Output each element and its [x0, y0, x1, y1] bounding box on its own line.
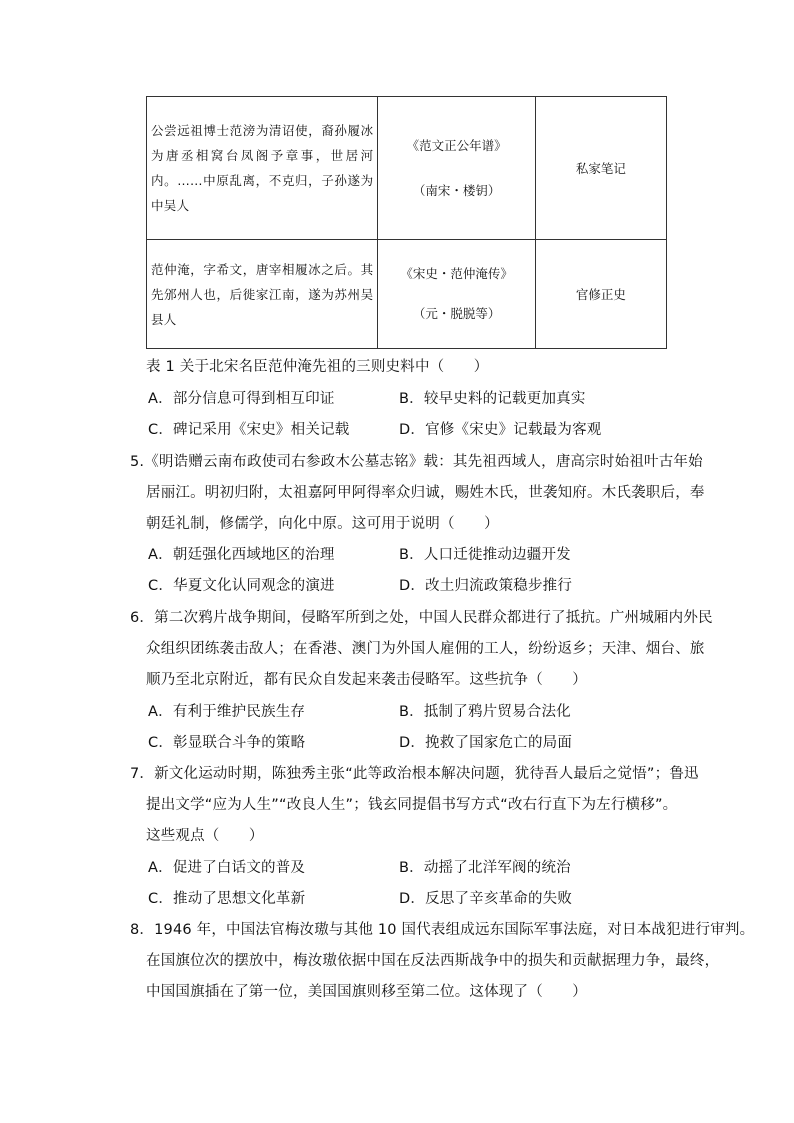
- table-cell-type: [535, 97, 666, 240]
- q4-option-c[interactable]: C．碑记采用《宋史》相关记载: [148, 422, 350, 438]
- q6-option-b[interactable]: B．抵制了鸦片贸易合法化: [399, 704, 571, 720]
- q7-text-line: 提出文学“应为人生”“改良人生”；钱玄同提倡书写方式“改右行直下为左行横移”。: [146, 797, 678, 813]
- source-title: 《范文正公年谱》: [406, 138, 507, 153]
- q7-option-c[interactable]: C．推动了思想文化革新: [148, 891, 306, 907]
- source-author: （元・脱脱等）: [412, 306, 501, 321]
- q6-text-line: 众组织团练袭击敌人；在香港、澳门为外国人雇佣的工人，纷纷返乡；天津、烟台、旅: [146, 641, 705, 657]
- q7-option-b[interactable]: B．动摇了北洋军阀的统治: [399, 860, 571, 876]
- q6-option-d[interactable]: D．挽救了国家危亡的局面: [399, 735, 573, 751]
- q5-text-line: 居丽江。明初归附，太祖嘉阿甲阿得率众归诚，赐姓木氏，世袭知府。木氏袭职后，奉: [146, 485, 705, 501]
- source-title: 《宋史・范仲淹传》: [400, 266, 513, 281]
- q8-text-line: 8．1946 年，中国法官梅汝璈与其他 10 国代表组成远东国际军事法庭，对日本战犯进行审判。: [130, 922, 755, 938]
- table-row: [147, 97, 667, 240]
- source-table: [146, 96, 667, 349]
- q7-text-line: 这些观点（ ）: [146, 828, 264, 844]
- table-cell-source: [378, 240, 535, 349]
- q7-option-d[interactable]: D．反思了辛亥革命的失败: [399, 891, 573, 907]
- q7-text-line: 7．新文化运动时期，陈独秀主张“此等政治根本解决问题，犹待吾人最后之觉悟”；鲁迅: [130, 766, 699, 782]
- q5-option-c[interactable]: C．华夏文化认同观念的演进: [148, 578, 335, 594]
- q7-option-a[interactable]: A．促进了白话文的普及: [148, 860, 306, 876]
- q5-option-d[interactable]: D．改土归流政策稳步推行: [399, 578, 573, 594]
- q5-option-b[interactable]: B．人口迁徙推动边疆开发: [399, 547, 571, 563]
- source-type: 私家笔记: [575, 160, 626, 176]
- source-author: （南宋・楼钥）: [412, 183, 501, 198]
- q6-option-c[interactable]: C．彰显联合斗争的策略: [148, 735, 306, 751]
- table-caption: 表 1 关于北宋名臣范仲淹先祖的三则史料中（ ）: [146, 359, 489, 375]
- q6-option-a[interactable]: A．有利于维护民族生存: [148, 704, 306, 720]
- q6-text-line: 6．第二次鸦片战争期间，侵略军所到之处，中国人民群众都进行了抵抗。广州城厢内外民: [130, 610, 713, 626]
- q8-text-line: 在国旗位次的摆放中，梅汝璈依据中国在反法西斯战争中的损失和贡献据理力争，最终，: [146, 953, 720, 969]
- q6-text-line: 顺乃至北京附近，都有民众自发起来袭击侵略军。这些抗争（ ）: [146, 672, 587, 688]
- table-cell-content: [147, 240, 378, 349]
- table-cell-source: [378, 97, 535, 240]
- q4-option-d[interactable]: D．官修《宋史》记载最为客观: [399, 422, 602, 438]
- q4-option-a[interactable]: A．部分信息可得到相互印证: [148, 391, 335, 407]
- q5-option-a[interactable]: A．朝廷强化西域地区的治理: [148, 547, 335, 563]
- table-row: [147, 240, 667, 349]
- table-cell-content: [147, 97, 378, 240]
- source-type: 官修正史: [575, 286, 626, 302]
- q4-option-b[interactable]: B．较早史料的记载更加真实: [399, 391, 586, 407]
- source-content-text: 范仲淹，字希文，唐宰相履冰之后。其先邠州人也，后徙家江南，遂为苏州吴县人: [151, 261, 374, 327]
- table-cell-type: [535, 240, 666, 349]
- q8-text-line: 中国国旗插在了第一位，美国国旗则移至第二位。这体现了（ ）: [146, 984, 587, 1000]
- source-content-text: 公尝远祖博士范滂为清诏使，裔孙履冰为唐丞相窝台凤阁予章事，世居河内。……中原乱离，不克归，子孙遂为中吴人: [151, 123, 374, 213]
- q5-text-line: 5.《明诰赠云南布政使司右参政木公墓志铭》载：其先祖西域人，唐高宗时始祖叶古年始: [130, 454, 703, 470]
- q5-text-line: 朝廷礼制，修儒学，向化中原。这可用于说明（ ）: [146, 516, 499, 532]
